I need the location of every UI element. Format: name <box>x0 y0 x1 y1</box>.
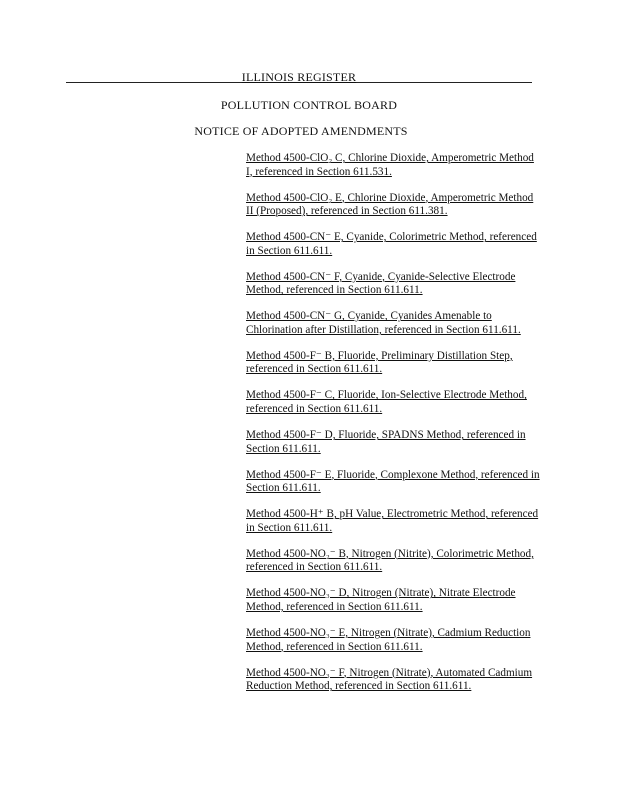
method-entry: Method 4500-H⁺ B, pH Value, Electrometric Method, referenced in Section 611.611. <box>246 508 539 534</box>
method-entry: Method 4500-F⁻ E, Fluoride, Complexone Method, referenced in Section 611.611. <box>246 468 540 495</box>
method-entry: Method 4500-CN⁻ E, Cyanide, Colorimetric Method, referenced in Section 611.611. <box>246 231 537 257</box>
board-title: POLLUTION CONTROL BOARD <box>220 98 398 112</box>
method-entry: Method 4500-NO₃⁻ E, Nitrogen (Nitrate), Cadmium Reduction Method, referenced in Section 611.611. <box>246 626 531 653</box>
method-entry: Method 4500-NO₃⁻ D, Nitrogen (Nitrate), Nitrate Electrode Method, referenced in Section 611.611. <box>246 587 516 613</box>
method-entry: Method 4500-ClO₂ E, Chlorine Dioxide, Amperometric Method II (Proposed), referenced in Section 611.381. <box>246 191 534 218</box>
register-title: ILLINOIS REGISTER <box>241 70 357 84</box>
method-entry: Method 4500-F⁻ C, Fluoride, Ion-Selective Electrode Method, referenced in Section 611.611. <box>246 389 527 416</box>
method-entry: Method 4500-F⁻ B, Fluoride, Preliminary Distillation Step, referenced in Section 611.611. <box>246 349 513 376</box>
method-entry: Method 4500-F⁻ D, Fluoride, SPADNS Method, referenced in Section 611.611. <box>246 429 526 455</box>
method-entry: Method 4500-NO₂⁻ B, Nitrogen (Nitrite), Colorimetric Method, referenced in Section 611.611. <box>246 547 534 574</box>
method-entry: Method 4500-CN⁻ G, Cyanide, Cyanides Amenable to Chlorination after Distillation, referenced in Section 611.611. <box>246 310 521 336</box>
method-list <box>246 152 542 706</box>
method-entry: Method 4500-NO₃⁻ F, Nitrogen (Nitrate), Automated Cadmium Reduction Method, referenced in Section 611.611. <box>246 666 533 693</box>
notice-title: NOTICE OF ADOPTED AMENDMENTS <box>194 124 408 138</box>
method-entry: Method 4500-ClO₂ C, Chlorine Dioxide, Amperometric Method I, referenced in Section 611.531. <box>246 152 534 178</box>
method-entry: Method 4500-CN⁻ F, Cyanide, Cyanide-Selective Electrode Method, referenced in Section 611.611. <box>246 270 516 297</box>
